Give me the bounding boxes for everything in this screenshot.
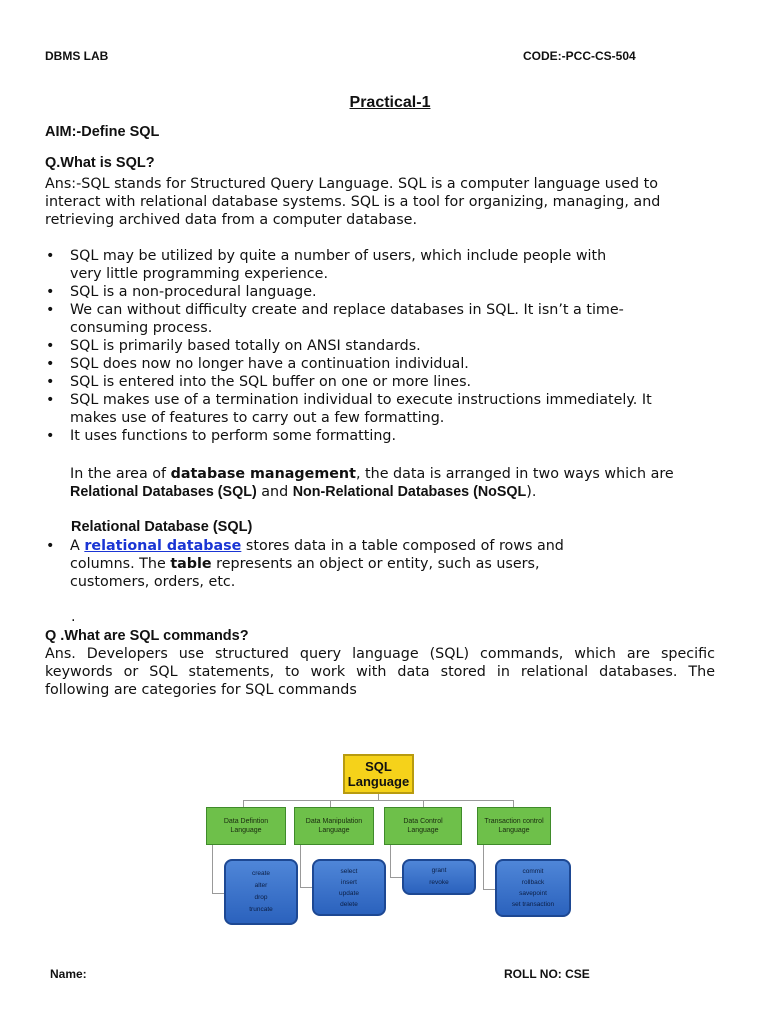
header-course-code: CODE:-PCC-CS-504 (523, 49, 636, 63)
question-what-is-sql: Q.What is SQL? (45, 155, 155, 171)
question-sql-commands: Q .What are SQL commands? (45, 628, 249, 644)
commands-box-dml: select insert update delete (312, 859, 386, 916)
connector-line (423, 800, 424, 807)
connector-line (390, 845, 391, 877)
list-item: • SQL does now no longer have a continuation individual. (46, 355, 726, 373)
stray-dot: . (71, 609, 76, 625)
relational-database-link[interactable]: relational database (84, 538, 242, 554)
list-item: • A relational database stores data in a table composed of rows and columns. The table represents an object or entity, such as users, customers, orders, etc. (46, 537, 646, 591)
answer-line: Ans:-SQL stands for Structured Query Language. SQL is a computer language used to (45, 176, 659, 192)
footer-roll-no: ROLL NO: CSE (504, 967, 590, 981)
page-title: Practical-1 (349, 94, 431, 111)
connector-line (513, 800, 514, 807)
list-item: • SQL makes use of a termination individual to execute instructions immediately. It makes use of features to carry out a few formatting. (46, 391, 726, 427)
answer-line: following are categories for SQL commands (45, 682, 357, 698)
connector-line (300, 887, 312, 888)
database-management-paragraph: In the area of database management, the data is arranged in two ways which are Relational Databases (SQL) and Non-Relational Databases (NoSQL). (70, 466, 674, 500)
category-box-ddl: Data Defintion Language (206, 807, 286, 845)
connector-line (483, 889, 495, 890)
answer-line: interact with relational database systems. SQL is a tool for organizing, managing, and (45, 194, 661, 210)
connector-line (483, 845, 484, 889)
answer-line: Ans. Developers use structured query language (SQL) commands, which are specific (45, 646, 715, 662)
answer-line: retrieving archived data from a computer database. (45, 212, 418, 228)
list-item: • SQL is entered into the SQL buffer on one or more lines. (46, 373, 726, 391)
connector-line (243, 800, 244, 807)
list-item: • SQL is primarily based totally on ANSI standards. (46, 337, 726, 355)
commands-box-dcl: grant revoke (402, 859, 476, 895)
footer-name: Name: (50, 967, 87, 981)
list-item: • SQL may be utilized by quite a number of users, which include people with very little programming experience. (46, 247, 726, 283)
list-item: • It uses functions to perform some formatting. (46, 427, 726, 445)
commands-box-ddl: create alter drop truncate (224, 859, 298, 925)
connector-line (390, 877, 402, 878)
connector-line (300, 845, 301, 887)
category-box-dml: Data Manipulation Language (294, 807, 374, 845)
connector-line (330, 800, 331, 807)
list-item: • SQL is a non-procedural language. (46, 283, 726, 301)
connector-line (212, 893, 224, 894)
aim-heading: AIM:-Define SQL (45, 124, 160, 140)
category-box-dcl: Data Control Language (384, 807, 462, 845)
header-lab-name: DBMS LAB (45, 49, 109, 63)
category-box-tcl: Transaction control Language (477, 807, 551, 845)
footer-clip (0, 962, 768, 981)
diagram-root-box: SQL Language (343, 754, 414, 794)
connector-line (243, 800, 513, 801)
connector-line (212, 845, 213, 893)
list-item: • We can without difficulty create and replace databases in SQL. It isn’t a time- consuming process. (46, 301, 726, 337)
answer-line: keywords or SQL statements, to work with data stored in relational databases. The (45, 664, 715, 680)
relational-database-heading: Relational Database (SQL) (71, 519, 253, 535)
commands-box-tcl: commit rollback savepoint set transaction (495, 859, 571, 917)
